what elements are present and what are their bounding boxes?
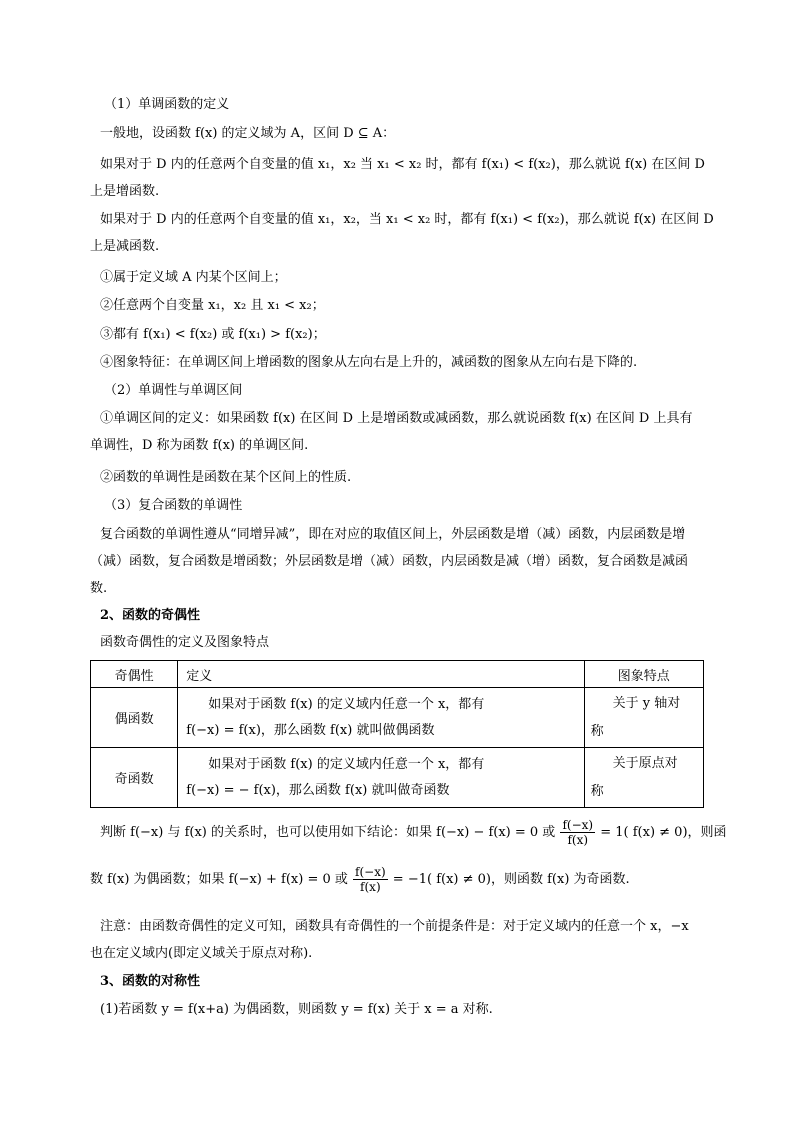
section-heading-monotonic-definition: （1）单调函数的定义	[104, 97, 230, 112]
feature-line2: 称	[590, 723, 604, 739]
symmetry-item1: (1)若函数 y = f(x+a) 为偶函数，则函数 y = f(x) 关于 x = a 对称.	[100, 1002, 493, 1017]
section-heading-composite: （3）复合函数的单调性	[104, 498, 243, 513]
definition-intro: 一般地，设函数 f(x) 的定义域为 A，区间 D ⊆ A：	[100, 126, 396, 141]
note-2: ②任意两个自变量 x₁，x₂ 且 x₁ < x₂；	[100, 298, 325, 313]
feature-line1: 关于原点对	[612, 755, 678, 771]
increasing-def-line1: 如果对于 D 内的任意两个自变量的值 x₁，x₂ 当 x₁ < x₂ 时，都有 f(x₁) < f(x₂)，那么就说 f(x) 在区间 D	[100, 157, 705, 172]
feature-line2: 称	[590, 783, 604, 799]
interval-property: ②函数的单调性是函数在某个区间上的性质.	[100, 470, 352, 485]
definition-line2: f(−x) = f(x)，那么函数 f(x) 就叫做偶函数	[186, 722, 435, 738]
judge-line2-start: 数 f(x) 为偶函数；如果 f(−x) + f(x) = 0 或	[90, 872, 348, 887]
definition-line1: 如果对于函数 f(x) 的定义域内任意一个 x，都有	[208, 696, 485, 712]
judge-line1-start: 判断 f(−x) 与 f(x) 的关系时，也可以使用如下结论：如果 f(−x) − f(x) = 0 或	[100, 825, 556, 840]
judge-line1-end: = 1( f(x) ≠ 0)，则函	[600, 825, 727, 840]
composite-line3: 数.	[90, 581, 108, 596]
increasing-def-line2: 上是增函数.	[90, 184, 160, 199]
symmetry-heading: 3、函数的对称性	[100, 974, 201, 989]
judge-line1	[100, 818, 727, 847]
parity-note-line1: 注意：由函数奇偶性的定义可知，函数具有奇偶性的一个前提条件是：对于定义域内的任意一个 x，−x	[100, 919, 689, 934]
section-heading-monotonic-interval: （2）单调性与单调区间	[104, 383, 243, 398]
fraction-ratio	[353, 865, 388, 894]
table-header-row	[91, 661, 704, 688]
row-feature	[584, 748, 703, 808]
parity-heading: 2、函数的奇偶性	[100, 608, 201, 623]
definition-line1: 如果对于函数 f(x) 的定义域内任意一个 x，都有	[208, 756, 485, 772]
decreasing-def-line1: 如果对于 D 内的任意两个自变量的值 x₁，x₂，当 x₁ < x₂ 时，都有 f(x₁) < f(x₂)，那么就说 f(x) 在区间 D	[100, 212, 714, 227]
parity-subheading: 函数奇偶性的定义及图象特点	[100, 635, 270, 650]
row-feature	[584, 688, 703, 748]
fraction-ratio	[560, 818, 595, 847]
composite-line2: （减）函数，复合函数是增函数；外层函数是增（减）函数，内层函数是减（增）函数，复合函数是减函	[90, 554, 689, 569]
table-row-even	[91, 688, 704, 748]
note-3: ③都有 f(x₁) < f(x₂) 或 f(x₁) > f(x₂)；	[100, 327, 326, 342]
row-definition	[178, 748, 584, 808]
row-definition	[178, 688, 584, 748]
feature-line1: 关于 y 轴对	[612, 695, 681, 711]
table-row-odd	[91, 748, 704, 808]
fraction-numerator: f(−x)	[562, 818, 594, 832]
header-graph-feature: 图象特点	[584, 661, 703, 688]
decreasing-def-line2: 上是减函数.	[90, 239, 160, 254]
row-name: 偶函数	[91, 688, 178, 748]
parity-table	[90, 660, 704, 808]
definition-line2: f(−x) = − f(x)，那么函数 f(x) 就叫做奇函数	[186, 782, 450, 798]
parity-note-line2: 也在定义域内(即定义域关于原点对称).	[90, 946, 313, 961]
fraction-denominator: f(x)	[567, 833, 589, 847]
composite-line1: 复合函数的单调性遵从“同增异减”，即在对应的取值区间上，外层函数是增（减）函数，内层函数是增	[100, 527, 686, 542]
note-4: ④图象特征：在单调区间上增函数的图象从左向右是上升的，减函数的图象从左向右是下降的.	[100, 355, 638, 370]
note-1: ①属于定义域 A 内某个区间上；	[100, 270, 287, 285]
interval-def-line2: 单调性，D 称为函数 f(x) 的单调区间.	[90, 438, 309, 453]
judge-line2	[90, 865, 630, 894]
interval-def-line1: ①单调区间的定义：如果函数 f(x) 在区间 D 上是增函数或减函数，那么就说函数 f(x) 在区间 D 上具有	[100, 411, 693, 426]
row-name: 奇函数	[91, 748, 178, 808]
header-parity: 奇偶性	[91, 661, 178, 688]
header-definition: 定义	[178, 661, 584, 688]
fraction-numerator: f(−x)	[355, 865, 386, 879]
judge-line2-end: = −1( f(x) ≠ 0)，则函数 f(x) 为奇函数.	[392, 872, 630, 887]
fraction-denominator: f(x)	[360, 880, 381, 894]
